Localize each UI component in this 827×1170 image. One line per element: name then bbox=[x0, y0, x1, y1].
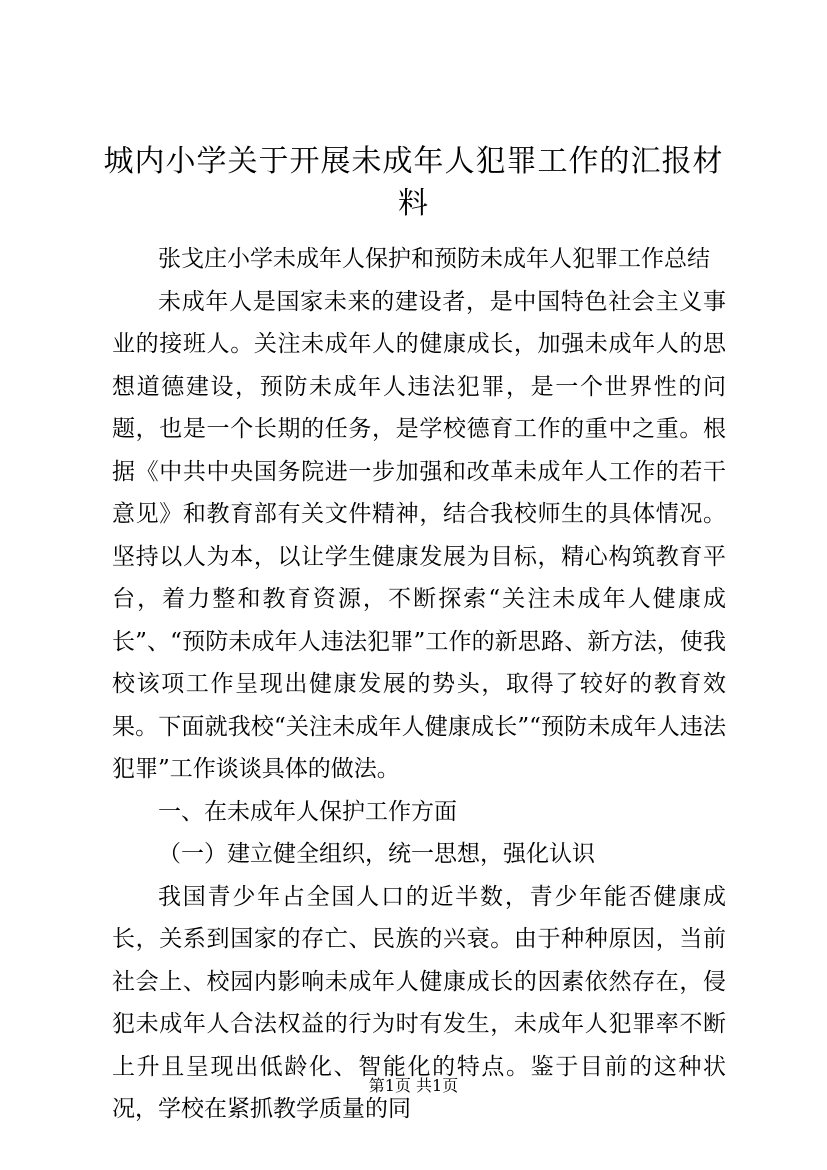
document-body bbox=[112, 238, 726, 1131]
intro-paragraph: 未成年人是国家未来的建设者，是中国特色社会主义事业的接班人。关注未成年人的健康成长，加强未成年人的思想道德建设，预防未成年人违法犯罪，是一个世界性的问题，也是一个长期的任务，是学校德育工作的重中之重。根据《中共中央国务院进一步加强和改革未成年人工作的若干意见》和教育部有关文件精神，结合我校师生的具体情况。坚持以人为本，以让学生健康发展为目标，精心构筑教育平台，着力整和教育资源，不断探索“关注未成年人健康成长”、“预防未成年人违法犯罪”工作的新思路、新方法，使我校该项工作呈现出健康发展的势头，取得了较好的教育效果。下面就我校“关注未成年人健康成长”“预防未成年人违法犯罪”工作谈谈具体的做法。 bbox=[112, 288, 726, 782]
page-footer: 第1页 共1页 bbox=[368, 1076, 459, 1095]
body-paragraph: 我国青少年占全国人口的近半数，青少年能否健康成长，关系到国家的存亡、民族的兴衰。由于种种原因，当前社会上、校园内影响未成年人健康成长的因素依然存在，侵犯未成年人合法权益的行为时有发生，未成年人犯罪率不断上升且呈现出低龄化、智能化的特点。鉴于目前的这种状况，学校在紧抓教学质量的同 bbox=[112, 883, 726, 1122]
document-title: 城内小学关于开展未成年人犯罪工作的汇报材料 bbox=[103, 144, 724, 221]
subsection-heading: （一）建立健全组织，统一思想，强化认识 bbox=[158, 841, 595, 867]
section-heading: 一、在未成年人保护工作方面 bbox=[158, 798, 457, 825]
subtitle-paragraph: 张戈庄小学未成年人保护和预防未成年人犯罪工作总结 bbox=[158, 246, 710, 272]
